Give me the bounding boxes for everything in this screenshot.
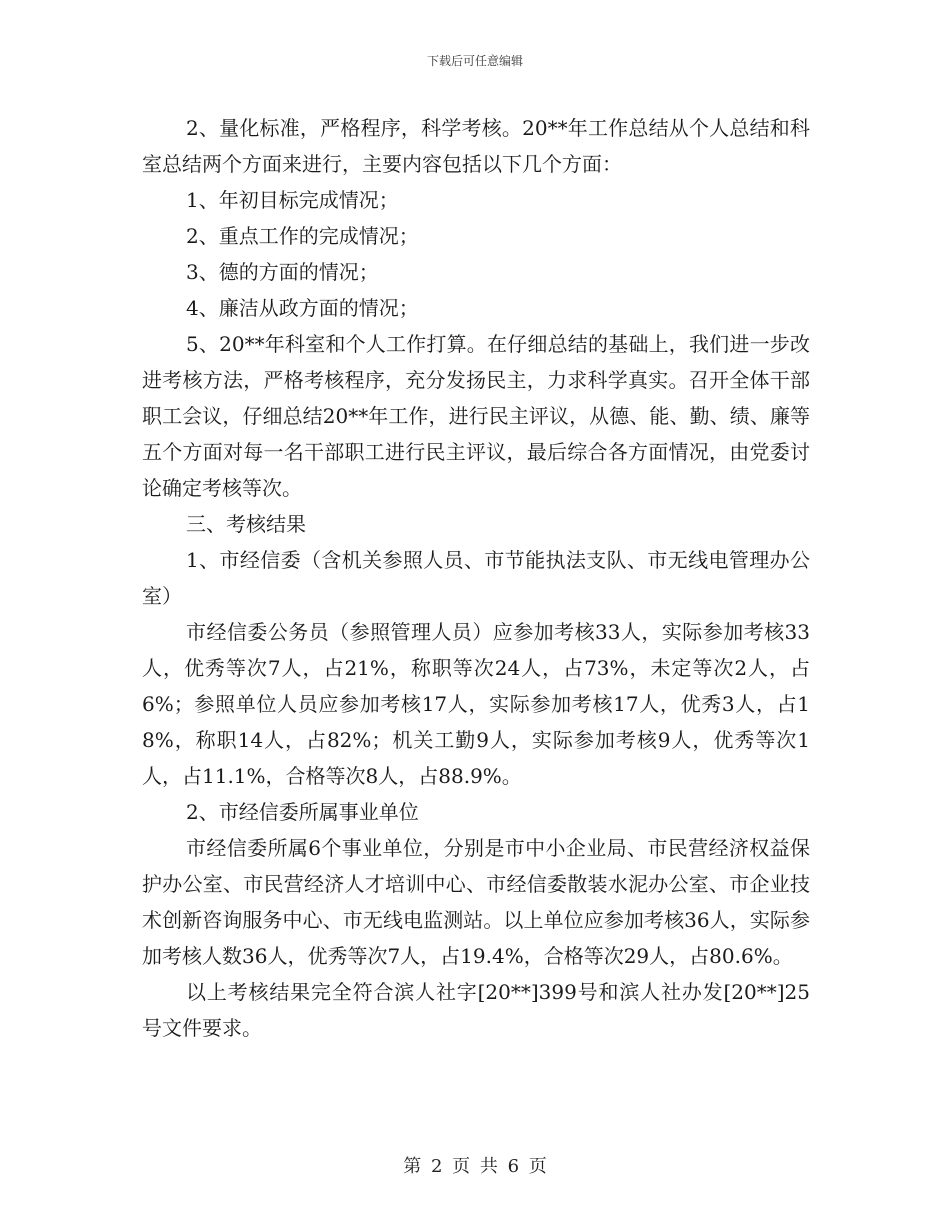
list-item-key-work: 2、重点工作的完成情况； [186,224,419,248]
paragraph-work-plan: 5、20**年科室和个人工作打算。在仔细总结的基础上，我们进一步改进考核方法，严格考核程序，充分发扬民主，力求科学真实。召开全体干部职工会议，仔细总结20**年工作，进行民主评议，从德、能、勤、绩、廉等五个方面对每一名干部职工进行民主评议，最后综合各方面情况，由党委讨论确定考核等次。 [142,332,810,500]
list-item-annual-goals: 1、年初目标完成情况； [186,188,399,212]
list-item-moral: 3、德的方面的情况； [186,260,379,284]
subheading-commission: 1、市经信委（含机关参照人员、市节能执法支队、市无线电管理办公室） [142,548,810,608]
paragraph-compliance: 以上考核结果完全符合滨人社字[20**]399号和滨人社办发[20**]25号文件要求。 [142,980,810,1040]
page-header: 下载后可任意编辑 [426,54,523,68]
list-item-integrity: 4、廉洁从政方面的情况； [186,296,419,320]
section-heading-results: 三、考核结果 [186,512,306,536]
paragraph-commission-results: 市经信委公务员（参照管理人员）应参加考核33人，实际参加考核33人，优秀等次7人，占21%，称职等次24人，占73%，未定等次2人，占6%；参照单位人员应参加考核17人，实际参加考核17人，优秀3人，占18%，称职14人，占82%；机关工勤9人，实际参加考核9人，优秀等次1人，占11.1%，合格等次8人，占88.9%。 [142,620,810,788]
page-number: 第 2 页 共 6 页 [403,1156,547,1177]
subheading-affiliated-units: 2、市经信委所属事业单位 [186,800,419,824]
paragraph-assessment-standard: 2、量化标准，严格程序，科学考核。20**年工作总结从个人总结和科室总结两个方面来进行，主要内容包括以下几个方面： [142,116,810,176]
paragraph-affiliated-results: 市经信委所属6个事业单位，分别是市中小企业局、市民营经济权益保护办公室、市民营经济人才培训中心、市经信委散装水泥办公室、市企业技术创新咨询服务中心、市无线电监测站。以上单位应参加考核36人，实际参加考核人数36人，优秀等次7人，占19.4%，合格等次29人，占80.6%。 [142,836,810,968]
document-body [142,110,810,1046]
